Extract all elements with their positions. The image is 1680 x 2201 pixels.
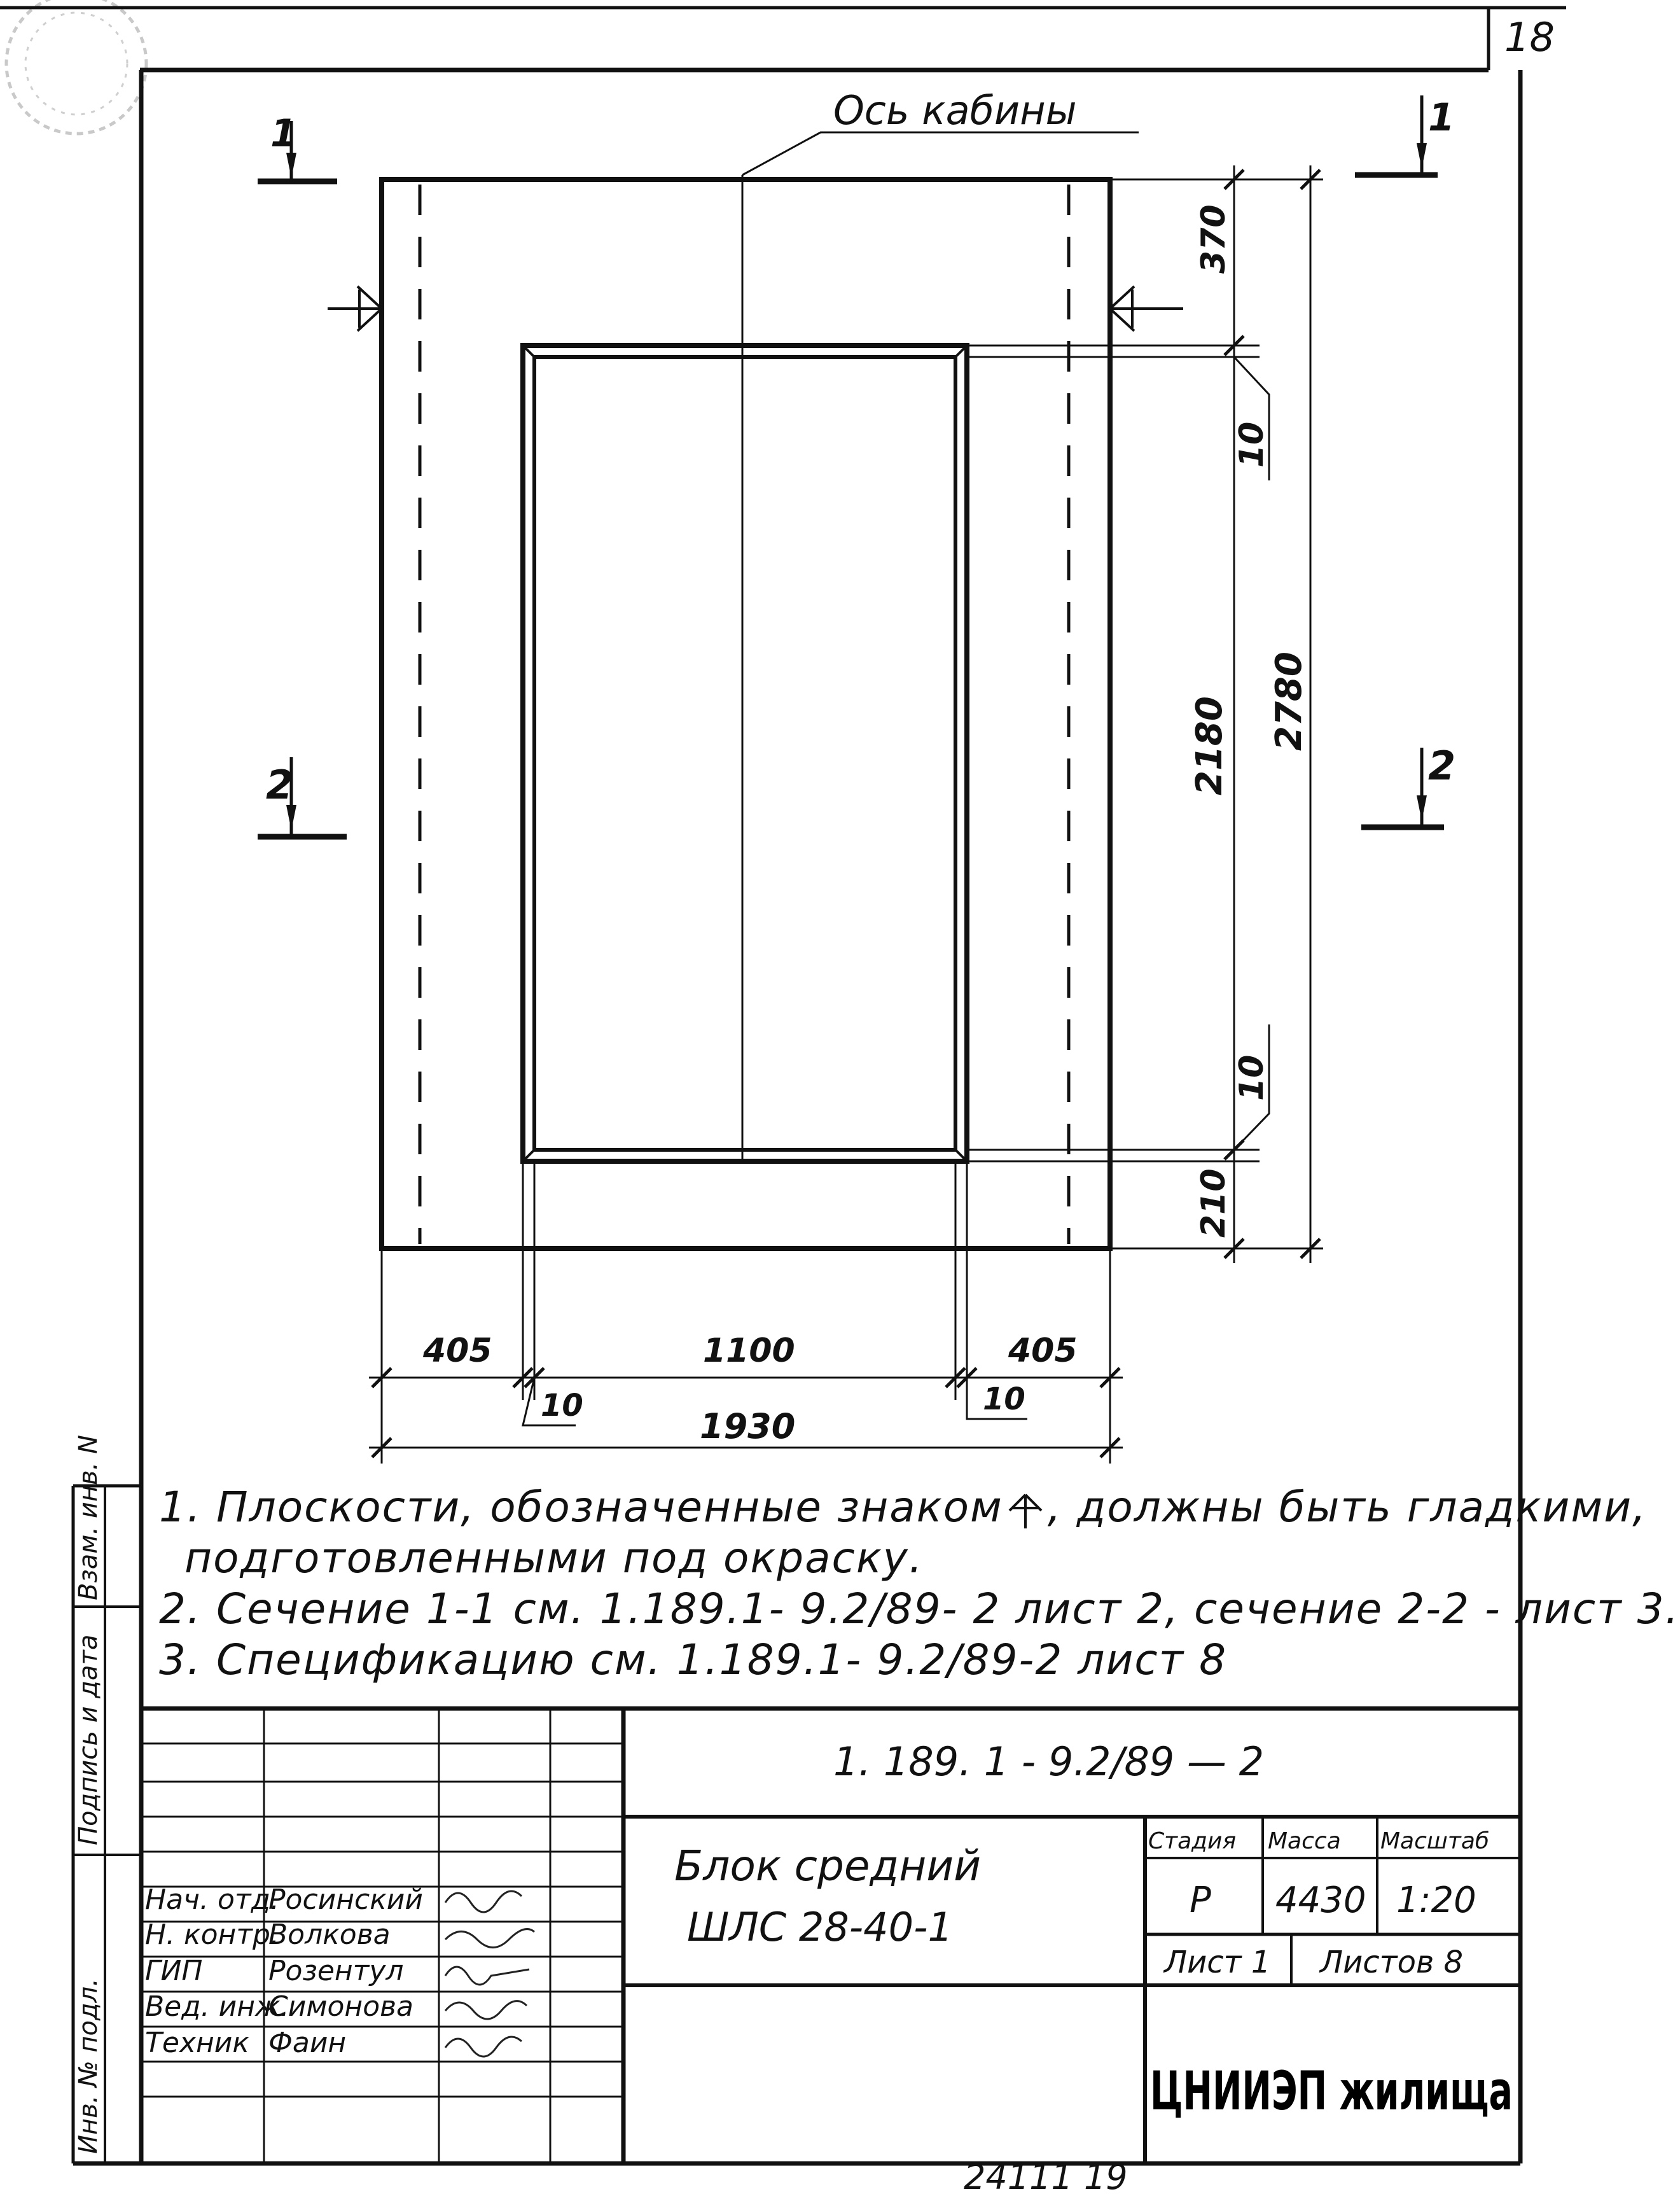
name-2: Волкова — [268, 1918, 391, 1951]
name-5: Фаин — [268, 2027, 347, 2059]
note-1-part-b: , должны быть гладкими, — [1047, 1483, 1648, 1532]
dim-1100: 1100 — [703, 1332, 795, 1370]
mass-header: Масса — [1268, 1828, 1341, 1854]
dim-2780: 2780 — [1268, 652, 1310, 751]
svg-text:2: 2 — [1428, 743, 1456, 789]
role-4: Вед. инж. — [145, 1990, 289, 2023]
dim-10-bottom: 10 — [1233, 1054, 1271, 1101]
block-outline — [382, 179, 1110, 1248]
axis-label: Ось кабины — [833, 87, 1077, 134]
mass-value: 4430 — [1275, 1880, 1366, 1921]
signature-rows — [145, 1883, 534, 2059]
surface-mark-left — [328, 286, 382, 331]
name-1: Росинский — [268, 1883, 423, 1916]
dim-2180: 2180 — [1189, 696, 1230, 795]
sheets-total: Листов 8 — [1320, 1945, 1464, 1980]
opening-outer — [523, 346, 967, 1161]
note-1-part-a: 1. Плоскости, обозначенные знаком — [159, 1483, 1003, 1532]
title-line-2: ШЛС 28-40-1 — [687, 1904, 953, 1950]
stage-header: Стадия — [1148, 1828, 1237, 1854]
dim-405-left: 405 — [423, 1332, 492, 1370]
surface-mark-right — [1110, 286, 1183, 331]
handwritten-signatures — [445, 1891, 534, 2057]
side-stamp-signature: Подпись и дата — [74, 1634, 103, 1845]
role-2: Н. контр. — [145, 1918, 279, 1951]
dim-405-right: 405 — [1008, 1332, 1078, 1370]
dim-210: 210 — [1195, 1168, 1233, 1238]
stage-value: Р — [1190, 1880, 1211, 1921]
surface-sign-icon — [1003, 1491, 1048, 1529]
name-3: Розентул — [268, 1955, 404, 1987]
section-mark-2-left — [258, 757, 347, 837]
bottom-numbers: 24111 19 — [964, 2157, 1128, 2197]
section-mark-1-right — [1355, 95, 1455, 175]
role-1: Нач. отд. — [145, 1883, 279, 1916]
note-3: 3. Спецификацию см. 1.189.1- 9.2/89-2 лист 8 — [159, 1635, 1228, 1684]
scale-header: Масштаб — [1380, 1828, 1490, 1854]
svg-text:1: 1 — [270, 111, 297, 156]
note-1-continuation: подготовленными под окраску. — [184, 1534, 924, 1583]
section-mark-2-right — [1361, 743, 1455, 827]
dim-370: 370 — [1195, 204, 1233, 274]
sheet-number: Лист 1 — [1164, 1945, 1271, 1980]
dim-1930: 1930 — [700, 1406, 796, 1446]
doc-code: 1. 189. 1 - 9.2/89 — 2 — [833, 1738, 1265, 1785]
svg-text:2: 2 — [266, 762, 294, 808]
sheet-corner-number: 18 — [1504, 14, 1555, 60]
scale-value: 1:20 — [1396, 1880, 1476, 1921]
opening-inner — [534, 357, 955, 1150]
note-2: 2. Сечение 1-1 см. 1.189.1- 9.2/89- 2 лист 2, сечение 2-2 - лист 3. — [159, 1584, 1680, 1633]
title-line-1: Блок средний — [674, 1841, 982, 1890]
dim-10-right: 10 — [983, 1381, 1025, 1417]
organization-name: ЦНИИЭП жилища — [1150, 2060, 1513, 2122]
round-stamp — [6, 0, 146, 134]
note-1 — [159, 1483, 1647, 1532]
block-plan — [258, 87, 1455, 1464]
role-5: Техник — [145, 2027, 249, 2059]
side-stamp — [73, 1435, 141, 2163]
svg-text:1: 1 — [1428, 95, 1455, 140]
dim-10-left: 10 — [541, 1388, 583, 1423]
axis-leader — [742, 132, 1139, 175]
role-3: ГИП — [145, 1955, 203, 1987]
name-4: Симонова — [268, 1990, 414, 2023]
side-stamp-replace: Взам. инв. N — [74, 1435, 103, 1600]
section-mark-1-left — [258, 111, 337, 181]
dim-10-top: 10 — [1233, 421, 1271, 468]
side-stamp-inv: Инв. № подл. — [74, 1978, 103, 2154]
